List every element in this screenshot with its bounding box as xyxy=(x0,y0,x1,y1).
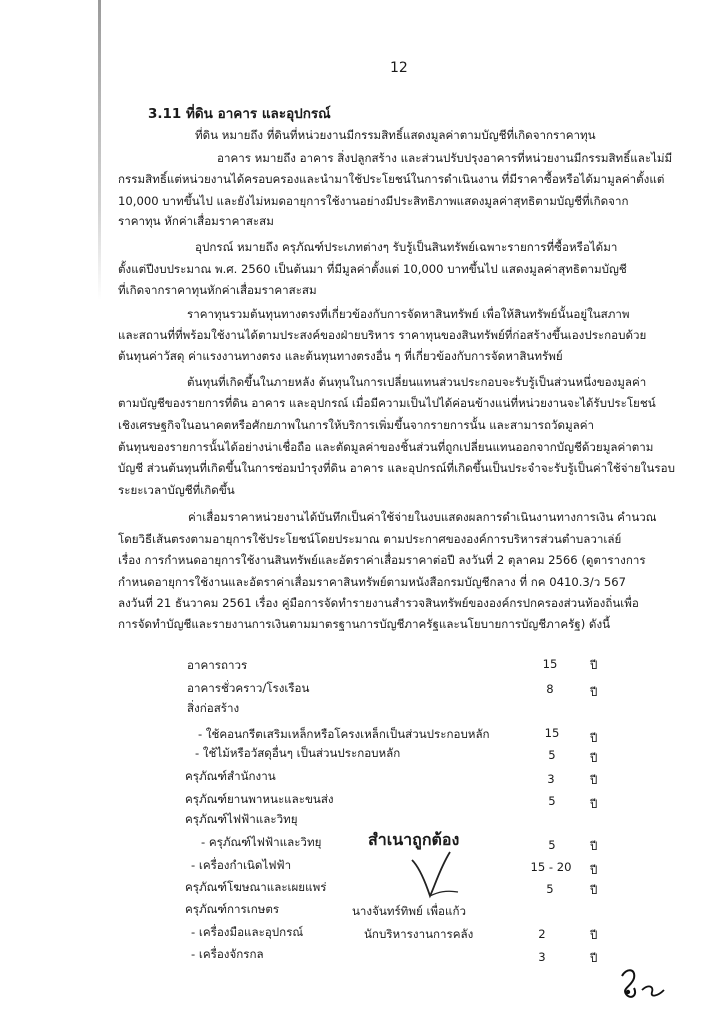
table-row-years: 5 xyxy=(548,838,556,852)
table-row-years: 5 xyxy=(548,794,556,808)
paragraph-line: ราคาทุน หักค่าเสื่อมราคาสะสม xyxy=(118,214,274,228)
table-row-label: - เครื่องกำเนิดไฟฟ้า xyxy=(191,858,292,872)
table-row-unit: ปี xyxy=(590,928,598,942)
paragraph-line: ที่เกิดจากราคาทุนหักค่าเสื่อมราคาสะสม xyxy=(118,283,317,297)
paragraph-line: ต้นทุนค่าวัสดุ ค่าแรงงานทางตรง และต้นทุนทางตรงอื่น ๆ ที่เกี่ยวข้องกับการจัดหาสินทรัพย์ xyxy=(118,349,563,363)
table-row-label: ครุภัณฑ์ยานพาหนะและขนส่ง xyxy=(185,792,334,806)
table-row-unit: ปี xyxy=(590,883,598,897)
table-row-label: - ครุภัณฑ์ไฟฟ้าและวิทยุ xyxy=(201,835,322,849)
table-row-label: สิ่งก่อสร้าง xyxy=(187,701,240,715)
table-row-years: 5 xyxy=(546,882,554,896)
paragraph-line: การจัดทำบัญชีและรายงานการเงินตามมาตรฐานการบัญชีภาครัฐและนโยบายการบัญชีภาครัฐ) ดังนี้ xyxy=(118,617,611,631)
paragraph-line: ระยะเวลาบัญชีที่เกิดขึ้น xyxy=(118,483,235,497)
paragraph-line: อาคาร หมายถึง อาคาร สิ่งปลูกสร้าง และส่วนปรับปรุงอาคารที่หน่วยงานมีกรรมสิทธิ์และไม่มี xyxy=(217,151,673,165)
table-row-label: ครุภัณฑ์โฆษณาและเผยแพร่ xyxy=(185,880,327,894)
table-row-unit: ปี xyxy=(590,863,598,877)
table-row-label: ครุภัณฑ์การเกษตร xyxy=(185,902,280,916)
table-row-years: 3 xyxy=(547,772,555,786)
paragraph-line: ราคาทุนรวมต้นทุนทางตรงที่เกี่ยวข้องกับการจัดหาสินทรัพย์ เพื่อให้สินทรัพย์นั้นอยู่ในสภาพ xyxy=(187,307,630,321)
paragraph-line: ลงวันที่ 21 ธันวาคม 2561 เรื่อง คู่มือการจัดทำรายงานสำรวจสินทรัพย์ขององค์กรปกครองส่วนท้องถิ่นเพื่อ xyxy=(118,596,639,610)
scan-edge-line xyxy=(98,0,101,300)
table-row-years: 15 xyxy=(544,726,560,740)
page-number: 12 xyxy=(390,60,408,76)
section-heading: 3.11 ที่ดิน อาคาร และอุปกรณ์ xyxy=(148,106,331,122)
table-row-label: - เครื่องมือและอุปกรณ์ xyxy=(191,925,304,939)
table-row-unit: ปี xyxy=(590,731,598,745)
table-row-unit: ปี xyxy=(590,951,598,965)
table-row-label: อาคารถาวร xyxy=(187,658,248,672)
paragraph-line: ตั้งแต่ปีงบประมาณ พ.ศ. 2560 เป็นต้นมา ที่มีมูลค่าตั้งแต่ 10,000 บาทขึ้นไป แสดงมูลค่าสุทธิตามบัญชี xyxy=(118,262,627,276)
paragraph-line: เรื่อง การกำหนดอายุการใช้งานสินทรัพย์และอัตราค่าเสื่อมราคาต่อปี ลงวันที่ 2 ตุลาคม 2566 (ดูตารางการ xyxy=(118,553,646,567)
paragraph-line: เชิงเศรษฐกิจในอนาคตหรือศักยภาพในการให้บริการเพิ่มขึ้นจากรายการนั้น และสามารถวัดมูลค่า xyxy=(118,418,595,432)
paragraph-line: บัญชี ส่วนต้นทุนที่เกิดขึ้นในการซ่อมบำรุงที่ดิน อาคาร และอุปกรณ์ที่เกิดขึ้นเป็นประจำจะรับรู้เป็นค่าใช้จ่ายในรอบ xyxy=(118,461,675,475)
signer-name: นางจันทร์ทิพย์ เพื่อแก้ว xyxy=(352,904,467,918)
handwritten-initials xyxy=(612,962,672,1012)
paragraph-line: ต้นทุนของรายการนั้นได้อย่างน่าเชื่อถือ และตัดมูลค่าของชิ้นส่วนที่ถูกเปลี่ยนแทนออกจากบัญชีด้วยมูลค่าตาม xyxy=(118,440,654,454)
table-row-years: 8 xyxy=(546,682,554,696)
table-row-years: 3 xyxy=(538,950,546,964)
table-row-years: 2 xyxy=(538,927,546,941)
paragraph-line: ต้นทุนที่เกิดขึ้นในภายหลัง ต้นทุนในการเปลี่ยนแทนส่วนประกอบจะรับรู้เป็นส่วนหนึ่งของมูลค่า xyxy=(187,375,647,389)
paragraph-line: โดยวิธีเส้นตรงตามอายุการใช้ประโยชน์โดยประมาณ ตามประกาศขององค์การบริหารส่วนตำบลวาเล่ย์ xyxy=(118,532,622,546)
table-row-label: - เครื่องจักรกล xyxy=(191,947,264,961)
table-row-label: ครุภัณฑ์ไฟฟ้าและวิทยุ xyxy=(185,812,298,826)
signer-title: นักบริหารงานการคลัง xyxy=(364,927,474,941)
table-row-label: อาคารชั่วคราว/โรงเรือน xyxy=(187,681,310,695)
paragraph-line: และสถานที่ที่พร้อมใช้งานได้ตามประสงค์ของฝ่ายบริหาร ราคาทุนของสินทรัพย์ที่ก่อสร้างขึ้นเองประกอบด้วย xyxy=(118,328,647,342)
table-row-label: - ใช้คอนกรีตเสริมเหล็กหรือโครงเหล็กเป็นส่วนประกอบหลัก xyxy=(198,727,490,741)
certified-copy-stamp: สำเนาถูกต้อง xyxy=(368,830,460,849)
table-row-unit: ปี xyxy=(590,751,598,765)
paragraph-line: ค่าเสื่อมราคาหน่วยงานได้บันทึกเป็นค่าใช้จ่ายในงบแสดงผลการดำเนินงานทางการเงิน คำนวณ xyxy=(188,510,657,524)
table-row-unit: ปี xyxy=(590,658,598,672)
table-row-label: ครุภัณฑ์สำนักงาน xyxy=(185,769,276,783)
paragraph-line: 10,000 บาทขึ้นไป และยังไม่หมดอายุการใช้งานอย่างมีประสิทธิภาพแสดงมูลค่าสุทธิตามบัญชีที่เกิดจาก xyxy=(118,194,629,208)
table-row-unit: ปี xyxy=(590,797,598,811)
signature-mark xyxy=(410,848,490,908)
paragraph-line: ที่ดิน หมายถึง ที่ดินที่หน่วยงานมีกรรมสิทธิ์แสดงมูลค่าตามบัญชีที่เกิดจากราคาทุน xyxy=(195,128,596,142)
paragraph-line: กรรมสิทธิ์แต่หน่วยงานได้ครอบครองและนำมาใช้ประโยชน์ในการดำเนินงาน ที่มีราคาซื้อหรือได้มามูลค่าตั้งแต่ xyxy=(118,172,665,186)
paragraph-line: กำหนดอายุการใช้งานและอัตราค่าเสื่อมราคาสินทรัพย์ตามหนังสือกรมบัญชีกลาง ที่ กค 0410.3/ว 567 xyxy=(118,575,627,589)
table-row-years: 5 xyxy=(548,748,556,762)
table-row-unit: ปี xyxy=(590,773,598,787)
table-row-label: - ใช้ไม้หรือวัสดุอื่นๆ เป็นส่วนประกอบหลัก xyxy=(195,746,401,760)
table-row-years: 15 xyxy=(542,657,558,671)
paragraph-line: ตามบัญชีของรายการที่ดิน อาคาร และอุปกรณ์ เมื่อมีความเป็นไปได้ค่อนข้างแน่ที่หน่วยงานจะได้รับประโยชน์ xyxy=(118,396,656,410)
table-row-unit: ปี xyxy=(590,685,598,699)
table-row-unit: ปี xyxy=(590,839,598,853)
table-row-years: 15 - 20 xyxy=(530,860,572,874)
paragraph-line: อุปกรณ์ หมายถึง ครุภัณฑ์ประเภทต่างๆ รับรู้เป็นสินทรัพย์เฉพาะรายการที่ซื้อหรือได้มา xyxy=(195,240,618,254)
